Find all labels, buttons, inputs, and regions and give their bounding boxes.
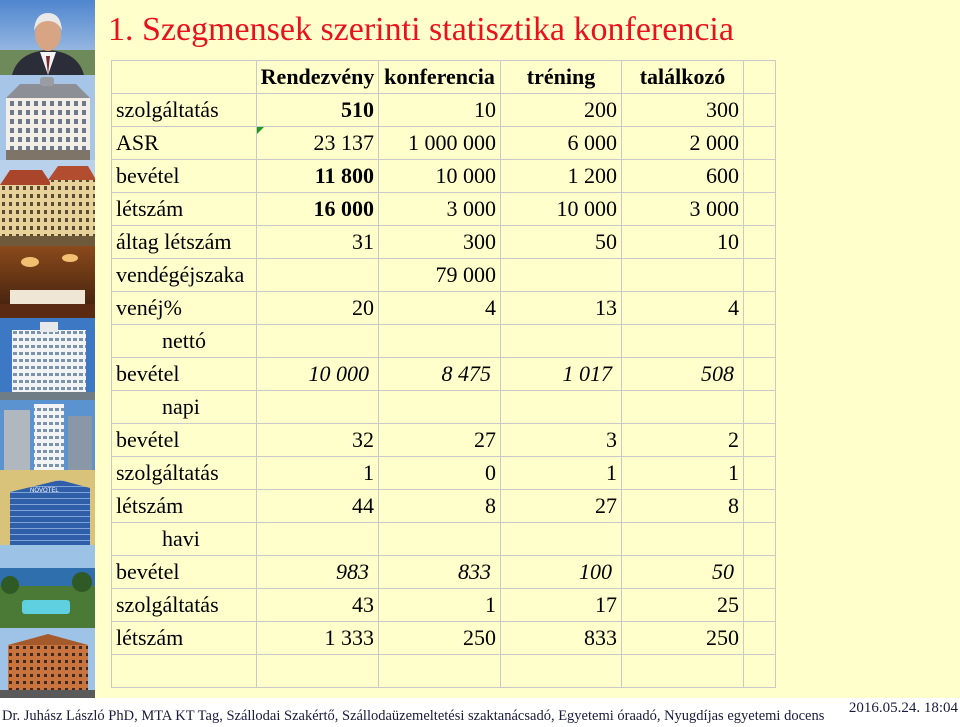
cell-rendezveny: 31 [257,226,379,259]
cell-konferencia: 833 [379,556,501,589]
cell-trening: 13 [501,292,622,325]
cell-rendezveny: 983 [257,556,379,589]
row-label: létszám [112,622,257,655]
footer-band [0,698,960,727]
hotel-photo-novotel [0,470,95,545]
cell-talalkozo: 600 [622,160,744,193]
table-empty-row [112,655,776,688]
cell-rendezveny: 510 [257,94,379,127]
table-row [112,490,776,523]
cell-talalkozo: 10 [622,226,744,259]
empty-cell [379,325,501,358]
cell-trening: 100 [501,556,622,589]
table-header-row [112,61,776,94]
slide-title: 1. Szegmensek szerinti statisztika konferencia [108,11,734,48]
resort-photo [0,545,95,628]
cell-talalkozo: 50 [622,556,744,589]
section-label: napi [112,391,257,424]
cell-trening: 50 [501,226,622,259]
cell-rendezveny: 1 [257,457,379,490]
empty-cell [622,523,744,556]
row-label: bevétel [112,358,257,391]
table-row [112,622,776,655]
photo-strip [0,0,95,698]
cell-konferencia: 1 [379,589,501,622]
table-row [112,160,776,193]
empty-cell [744,259,776,292]
empty-cell [744,589,776,622]
cell-konferencia: 10 000 [379,160,501,193]
portrait-photo [0,0,95,75]
corner-cell [112,61,257,94]
cell-rendezveny: 11 800 [257,160,379,193]
empty-cell [622,325,744,358]
row-label: létszám [112,193,257,226]
empty-cell [744,622,776,655]
cell-trening: 17 [501,589,622,622]
section-label: havi [112,523,257,556]
empty-cell [379,523,501,556]
empty-cell [744,457,776,490]
cell-talalkozo: 2 [622,424,744,457]
table-row [112,589,776,622]
cell-trening: 27 [501,490,622,523]
empty-cell [744,424,776,457]
table-row [112,457,776,490]
cell-rendezveny: 20 [257,292,379,325]
empty-cell [744,358,776,391]
empty-cell [744,523,776,556]
empty-cell [501,523,622,556]
cell-trening: 3 [501,424,622,457]
table-row [112,226,776,259]
cell-rendezveny: 16 000 [257,193,379,226]
empty-cell [257,523,379,556]
table-row [112,556,776,589]
footer-date: 2016.05.24. 18:04 [848,700,958,716]
row-label: szolgáltatás [112,457,257,490]
row-label: áltag létszám [112,226,257,259]
row-label: szolgáltatás [112,94,257,127]
cell-konferencia: 10 [379,94,501,127]
empty-cell [379,655,501,688]
cell-trening: 200 [501,94,622,127]
column-header-konferencia: konferencia [379,61,501,94]
cell-talalkozo: 300 [622,94,744,127]
column-header-trening: tréning [501,61,622,94]
hotel-photo-towers [0,400,95,470]
cell-trening: 6 000 [501,127,622,160]
hotel-photo-ornate [0,75,95,160]
row-label: bevétel [112,556,257,589]
cell-talalkozo: 2 000 [622,127,744,160]
empty-cell [744,193,776,226]
column-header-rendezveny: Rendezvény [257,61,379,94]
empty-cell [744,127,776,160]
empty-cell [744,556,776,589]
cell-rendezveny [257,259,379,292]
cell-talalkozo: 250 [622,622,744,655]
row-label: bevétel [112,424,257,457]
empty-cell [501,655,622,688]
table-section-row [112,325,776,358]
cell-rendezveny: 10 000 [257,358,379,391]
section-label: nettó [112,325,257,358]
cell-konferencia: 4 [379,292,501,325]
empty-cell [257,325,379,358]
cell-rendezveny: 23 137 [257,127,379,160]
table-row [112,358,776,391]
cell-trening: 1 017 [501,358,622,391]
empty-cell [622,655,744,688]
table-section-row [112,523,776,556]
cell-trening [501,259,622,292]
hotel-photo-modern [0,318,95,400]
cell-rendezveny: 43 [257,589,379,622]
empty-cell [744,292,776,325]
table-row [112,127,776,160]
cell-talalkozo: 4 [622,292,744,325]
cell-talalkozo: 1 [622,457,744,490]
empty-cell [744,325,776,358]
empty-cell [744,490,776,523]
cell-trening: 833 [501,622,622,655]
table-row [112,259,776,292]
statistics-table [111,60,776,688]
cell-rendezveny: 32 [257,424,379,457]
cell-konferencia: 79 000 [379,259,501,292]
empty-cell [257,391,379,424]
cell-rendezveny: 1 333 [257,622,379,655]
empty-cell [501,325,622,358]
empty-cell [257,655,379,688]
cell-konferencia: 0 [379,457,501,490]
empty-cell [501,391,622,424]
cell-talalkozo: 25 [622,589,744,622]
cell-rendezveny: 44 [257,490,379,523]
comment-indicator-icon [257,127,264,134]
row-label: vendégéjszaka [112,259,257,292]
cell-talalkozo: 508 [622,358,744,391]
cell-talalkozo: 3 000 [622,193,744,226]
footer-author: Dr. Juhász László PhD, MTA KT Tag, Szállodai Szakértő, Szállodaüzemeltetési szaktanácsadó, Egyetemi óraadó, Nyugdíjas egyetemi docens [2,708,825,724]
table-row [112,193,776,226]
cell-konferencia: 1 000 000 [379,127,501,160]
empty-cell [744,391,776,424]
cell-konferencia: 3 000 [379,193,501,226]
cell-talalkozo: 8 [622,490,744,523]
cell-talalkozo [622,259,744,292]
cell-konferencia: 8 [379,490,501,523]
novotel-sign: NOVOTEL [30,488,59,494]
table-row [112,424,776,457]
row-label: bevétel [112,160,257,193]
hotel-photo-brick [0,628,95,698]
empty-cell [744,160,776,193]
row-label: venéj% [112,292,257,325]
cell-konferencia: 300 [379,226,501,259]
empty-cell [112,655,257,688]
empty-cell [379,391,501,424]
restaurant-photo [0,246,95,318]
cell-konferencia: 8 475 [379,358,501,391]
cell-trening: 1 200 [501,160,622,193]
cell-trening: 1 [501,457,622,490]
row-label: ASR [112,127,257,160]
column-header-talalkozo: találkozó [622,61,744,94]
empty-cell [744,61,776,94]
row-label: szolgáltatás [112,589,257,622]
table-row [112,292,776,325]
empty-cell [744,226,776,259]
empty-cell [744,655,776,688]
table-section-row [112,391,776,424]
empty-cell [744,94,776,127]
hotel-photo-red-roof [0,160,95,246]
empty-cell [622,391,744,424]
cell-konferencia: 27 [379,424,501,457]
cell-konferencia: 250 [379,622,501,655]
row-label: létszám [112,490,257,523]
cell-trening: 10 000 [501,193,622,226]
table-row [112,94,776,127]
